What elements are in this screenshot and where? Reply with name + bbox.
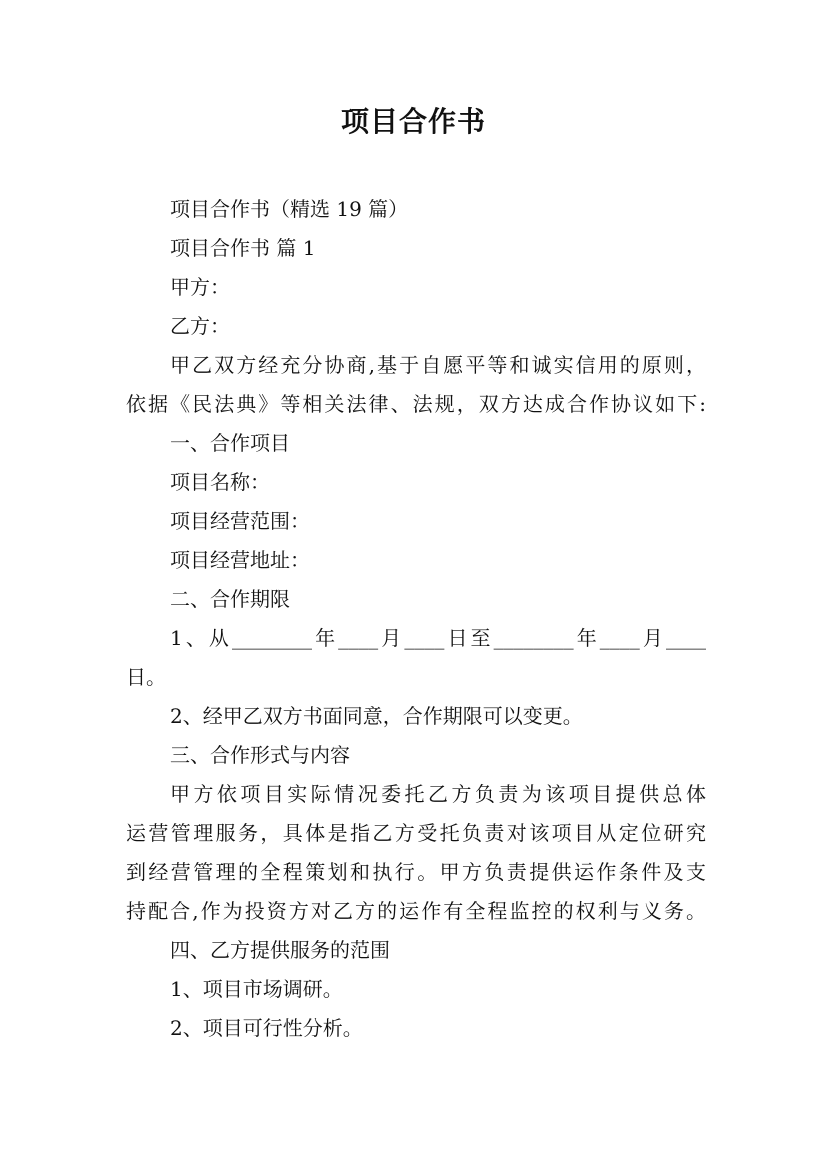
document-title: 项目合作书 [340, 105, 486, 138]
paragraph-line: 项目经营地址： [170, 548, 310, 572]
paragraph-line: 项目名称： [170, 470, 270, 494]
paragraph-line: 三、合作形式与内容 [170, 743, 350, 767]
document-body [126, 190, 706, 1048]
paragraph-line: 运营管理服务，具体是指乙方受托负责对该项目从定位研究 [126, 821, 706, 845]
paragraph-line: 日。 [126, 665, 166, 689]
paragraph-line: 一、合作项目 [170, 431, 290, 455]
paragraph-line: 项目合作书 篇 1 [170, 236, 316, 260]
paragraph-line: 1、从________年____月____日至________年____月____ [170, 626, 706, 650]
paragraph-line: 2、经甲乙双方书面同意，合作期限可以变更。 [170, 704, 583, 728]
paragraph-line: 依据《民法典》等相关法律、法规，双方达成合作协议如下: [126, 392, 706, 416]
paragraph-line: 1、项目市场调研。 [170, 977, 343, 1001]
paragraph-line: 乙方： [170, 314, 230, 338]
paragraph-line: 项目经营范围： [170, 509, 310, 533]
paragraph-line: 四、乙方提供服务的范围 [170, 938, 390, 962]
paragraph-line: 持配合,作为投资方对乙方的运作有全程监控的权利与义务。 [126, 899, 706, 923]
paragraph-line: 甲乙双方经充分协商,基于自愿平等和诚实信用的原则， [170, 353, 706, 377]
paragraph-line: 甲方依项目实际情况委托乙方负责为该项目提供总体 [170, 782, 706, 806]
paragraph-line: 2、项目可行性分析。 [170, 1016, 363, 1040]
paragraph-line: 到经营管理的全程策划和执行。甲方负责提供运作条件及支 [126, 860, 706, 884]
paragraph-line: 项目合作书（精选 19 篇） [170, 197, 409, 221]
paragraph-line: 二、合作期限 [170, 587, 290, 611]
paragraph-line: 甲方： [170, 275, 230, 299]
